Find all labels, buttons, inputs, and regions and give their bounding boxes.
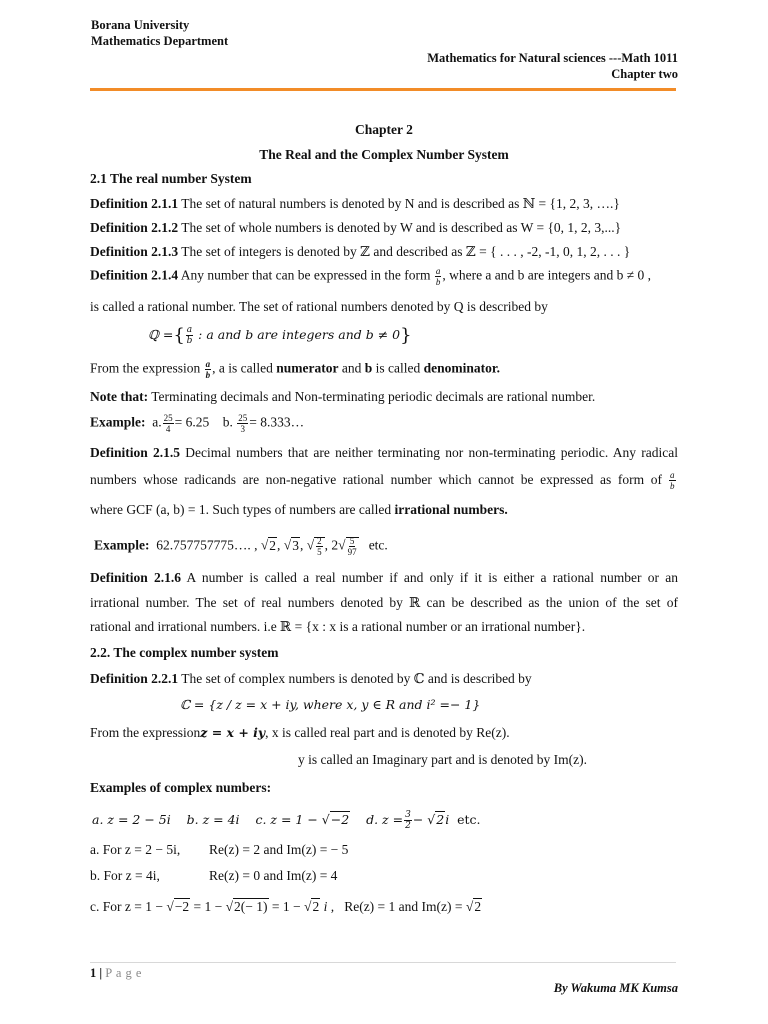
- definition-2-1-5: [90, 445, 678, 461]
- definition-2-1-3: [90, 244, 630, 260]
- item-label: b.: [222, 414, 233, 430]
- footer-divider: [90, 962, 676, 963]
- fraction-a-over-b: [669, 470, 676, 491]
- numerator: a: [670, 470, 675, 480]
- denominator: b: [670, 481, 675, 491]
- radical-fraction: [346, 536, 359, 557]
- denominator: 4: [165, 424, 171, 434]
- denominator: 97: [347, 547, 357, 557]
- chapter-subtitle: The Real and the Complex Number System: [259, 147, 509, 162]
- fraction: [237, 413, 248, 434]
- definition-text: The set of whole numbers is denoted by W and is described as W = {0, 1, 2, 3,...}: [178, 220, 622, 235]
- worked-example-c: c. For z = 1 − √−2 = 1 − √2(− 1) = 1 − √2 i , Re(z) = 1 and Im(z) = √2: [90, 899, 482, 914]
- value: = 6.25: [174, 414, 210, 430]
- denominator: 3: [240, 424, 245, 434]
- fraction: [404, 810, 412, 831]
- chapter-title: Chapter 2: [355, 122, 413, 137]
- denominator-term: denominator.: [423, 360, 500, 376]
- text: i: [445, 812, 450, 827]
- examples-complex-heading: Examples of complex numbers:: [90, 780, 272, 795]
- definition-2-1-4-line2: is called a rational number. The set of rational numbers denoted by Q is described by: [90, 299, 548, 314]
- denominator: b: [205, 370, 211, 380]
- item-label: a.: [152, 414, 162, 430]
- radicand: −2: [330, 812, 350, 827]
- example-rational: [90, 413, 304, 434]
- radicand: 2: [436, 812, 445, 827]
- denominator: b: [186, 336, 193, 346]
- page-num: 1: [90, 966, 97, 980]
- definition-2-1-6: [90, 570, 678, 586]
- definition-text: A number is called a real number if and only if it is either a rational number or an: [181, 570, 678, 585]
- separator: |: [96, 966, 106, 980]
- numerator: a: [435, 266, 441, 276]
- rational-set-formula: ℚ ={ $\frac{a}{b}$ : a and b are integers and b ≠ 0}: [148, 325, 412, 346]
- text: i ,: [320, 899, 335, 914]
- page-number: [90, 966, 142, 981]
- radicand: 2: [474, 899, 482, 914]
- section-2-1-heading: 2.1 The real number System: [90, 171, 252, 186]
- fraction: [348, 536, 357, 557]
- text: is called: [372, 360, 424, 376]
- numerator: 3: [405, 810, 411, 820]
- irrational-term: irrational numbers.: [394, 502, 508, 517]
- numerator: 2: [317, 536, 322, 546]
- definition-label: Definition 2.1.5: [90, 445, 180, 460]
- fraction: [316, 536, 323, 557]
- text: −: [412, 812, 428, 827]
- denominator: 5: [317, 547, 322, 557]
- radicand: 3: [292, 537, 299, 553]
- coefficient: 2: [331, 537, 339, 553]
- complex-set-formula: ℂ = {z / z = x + iy, where x, y ∈ R and i² =− 1}: [180, 697, 481, 712]
- university-name: Borana University: [91, 18, 190, 32]
- text: where GCF (a, b) = 1. Such types of numbers are called: [90, 502, 395, 517]
- text: and: [338, 360, 365, 376]
- chapter-short: Chapter two: [611, 67, 678, 81]
- radicand: 2: [269, 537, 277, 553]
- etc: etc.: [368, 537, 388, 553]
- definition-2-1-6-line2: irrational number. The set of real numbers denoted by ℝ can be described as the union of the set of: [90, 595, 678, 610]
- page-word: P a g e: [105, 966, 142, 980]
- worked-example-b: b. For z = 4i,: [90, 868, 160, 883]
- example-d: d. z =: [366, 812, 404, 827]
- worked-example-a: a. For z = 2 − 5i,: [90, 842, 181, 857]
- definition-2-1-2: [90, 220, 621, 236]
- fraction-a-over-b: [205, 359, 212, 380]
- numerator: 5: [349, 536, 355, 546]
- note-text: Terminating decimals and Non-terminating periodic decimals are rational number.: [148, 389, 596, 404]
- text: = 1 −: [268, 899, 305, 914]
- examples-complex-list: a. z = 2 − 5i b. z = 4i c. z = 1 − √−2 d. z = $\frac{3}{2}$ − √2i etc.: [92, 810, 481, 831]
- example-c: c. z = 1 −: [255, 812, 322, 827]
- real-part-line: [90, 725, 510, 741]
- text: , x is called real part and is denoted by Re(z).: [265, 725, 510, 740]
- definition-label: Definition 2.1.2: [90, 220, 179, 235]
- fraction: [163, 413, 174, 434]
- definition-label: Definition 2.1.4: [90, 267, 179, 283]
- definition-label: Definition 2.2.1: [90, 671, 179, 686]
- example-a: a. z = 2 − 5i: [92, 812, 171, 827]
- worked-example-a-result: Re(z) = 2 and Im(z) = − 5: [209, 842, 349, 857]
- text: From the expression: [90, 360, 204, 376]
- definition-text-cont: , where a and b are integers and b ≠ 0 ,: [442, 267, 652, 283]
- etc: etc.: [457, 812, 481, 827]
- worked-example-b-result: Re(z) = 0 and Im(z) = 4: [209, 868, 338, 883]
- radicand: 2: [312, 899, 320, 914]
- text: , a is called: [212, 360, 277, 376]
- definition-2-1-1: [90, 196, 620, 212]
- definition-label: Definition 2.1.3: [90, 244, 179, 259]
- numerator: 25: [238, 413, 248, 423]
- fraction-a-over-b: [186, 325, 193, 346]
- definition-text: The set of complex numbers is denoted by ℂ and is described by: [178, 671, 532, 686]
- example-irrational: Example: 62.757757775…. , √2, √3, √ $\frac{2}{5}$ , 2√ $\frac{5}{97}$ etc.: [94, 536, 388, 557]
- definition-2-1-6-line3: rational and irrational numbers. i.e ℝ = {x : x is a rational number or an irrational number}.: [90, 619, 586, 634]
- example-b: b. z = 4i: [186, 812, 240, 827]
- definition-text: The set of integers is denoted by ℤ and described as ℤ = { . . . , -2, -1, 0, 1, 2, . . . }: [178, 244, 631, 259]
- definition-2-1-4: [90, 266, 651, 287]
- definition-2-2-1: [90, 671, 532, 687]
- radicand: 2(− 1): [234, 899, 268, 914]
- numerator: a: [186, 325, 193, 335]
- definition-label: Definition 2.1.6: [90, 570, 182, 585]
- numerator-term: numerator: [276, 360, 339, 376]
- definition-text: Any number that can be expressed in the form: [178, 267, 434, 283]
- text: From the expression: [90, 725, 201, 740]
- z-expression: z = x + iy: [200, 725, 266, 740]
- value: 62.757757775…. ,: [156, 537, 258, 553]
- b-term: b: [364, 360, 373, 376]
- numerator: a: [205, 359, 211, 369]
- course-title: Mathematics for Natural sciences ---Math 1011: [427, 51, 678, 65]
- denominator: 2: [405, 821, 411, 831]
- department-name: Mathematics Department: [91, 34, 229, 48]
- example-label: Example:: [94, 537, 150, 553]
- note-label: Note that:: [90, 389, 149, 404]
- definition-2-1-5-line2: numbers whose radicands are non-negative rational number which cannot be expressed as form of: [90, 472, 662, 487]
- header-divider: [90, 88, 676, 91]
- worked-example-c-result: Re(z) = 1 and Im(z) =: [344, 899, 466, 914]
- imaginary-part-line: y is called an Imaginary part and is denoted by Im(z).: [298, 752, 588, 767]
- author-credit: By Wakuma MK Kumsa: [553, 981, 678, 995]
- denominator: b: [435, 277, 441, 287]
- radicand: −2: [174, 899, 190, 914]
- definition-text: The set of natural numbers is denoted by N and is described as ℕ = {1, 2, 3, ….}: [178, 196, 620, 211]
- definition-text: Decimal numbers that are neither terminating nor non-terminating periodic. Any radical: [179, 445, 678, 460]
- fraction-a-over-b: [435, 266, 442, 287]
- value: = 8.333…: [249, 414, 305, 430]
- example-label: Example:: [90, 414, 146, 430]
- numerator: 25: [163, 413, 173, 423]
- definition-label: Definition 2.1.1: [90, 196, 179, 211]
- text: c. For z = 1 −: [90, 899, 167, 914]
- definition-2-1-5-line3: [90, 502, 508, 518]
- section-2-2-heading: 2.2. The complex number system: [90, 645, 279, 660]
- set-condition: : a and b are integers and b ≠ 0: [194, 327, 401, 342]
- note-that: [90, 389, 595, 405]
- numerator-denominator-line: [90, 359, 500, 380]
- set-symbol: ℚ =: [148, 327, 174, 342]
- text: = 1 −: [190, 899, 226, 914]
- radical-fraction: [314, 536, 325, 557]
